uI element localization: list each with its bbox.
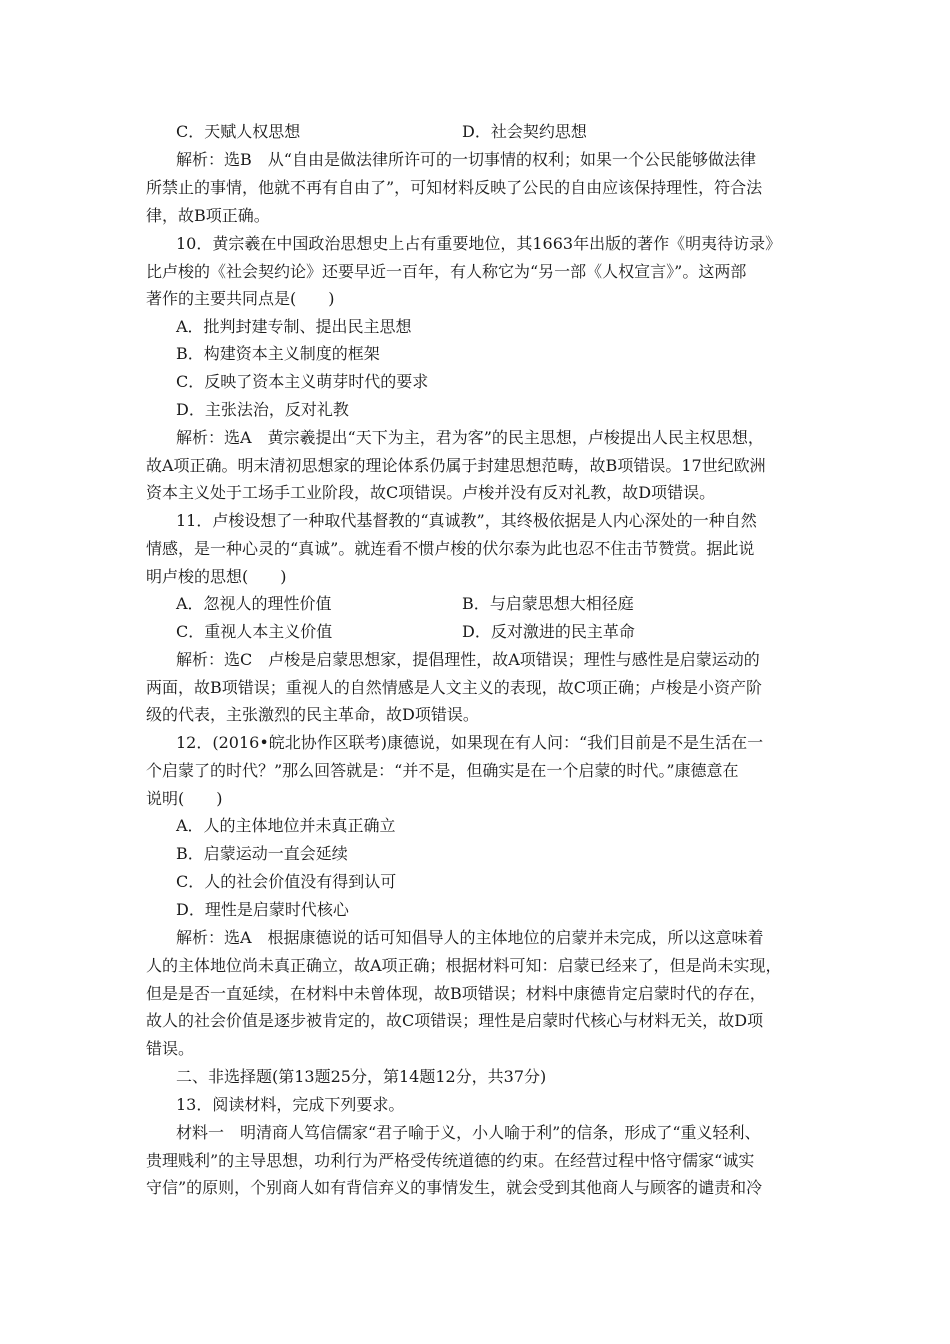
q12-analysis-line: 故人的社会价值是逐步被肯定的，故C项错误；理性是启蒙时代核心与材料无关，故D项 bbox=[146, 1011, 764, 1030]
q12-option-a: A．人的主体地位并未真正确立 bbox=[176, 816, 396, 835]
q11-analysis-line: 两面，故B项错误；重视人的自然情感是人文主义的表现，故C项正确；卢梭是小资产阶 bbox=[146, 678, 763, 697]
q9-option-c: C．天赋人权思想 bbox=[176, 122, 301, 141]
q10-stem-line: 10．黄宗羲在中国政治思想史上占有重要地位，其1663年出版的著作《明夷待访录》 bbox=[176, 234, 782, 253]
q9-analysis-line: 律，故B项正确。 bbox=[146, 206, 270, 225]
q11-option-c: C．重视人本主义价值 bbox=[176, 622, 333, 641]
q12-analysis-line: 人的主体地位尚未真正确立，故A项正确；根据材料可知：启蒙已经来了，但是尚未实现， bbox=[146, 956, 782, 975]
q11-option-d: D．反对激进的民主革命 bbox=[462, 622, 635, 641]
q9-option-d: D．社会契约思想 bbox=[462, 122, 587, 141]
q11-stem-line: 11．卢梭设想了一种取代基督教的“真诚教”，其终极依据是人内心深处的一种自然 bbox=[176, 511, 757, 530]
q11-option-a: A．忽视人的理性价值 bbox=[176, 594, 332, 613]
q11-analysis-line: 级的代表，主张激烈的民主革命，故D项错误。 bbox=[146, 705, 479, 724]
q12-analysis-line: 解析：选A 根据康德说的话可知倡导人的主体地位的启蒙并未完成，所以这意味着 bbox=[176, 928, 764, 947]
q10-stem-line: 著作的主要共同点是( ) bbox=[146, 289, 335, 308]
q10-analysis-line: 故A项正确。明末清初思想家的理论体系仍属于封建思想范畴，故B项错误。17世纪欧洲 bbox=[146, 456, 766, 475]
section-heading: 二、非选择题(第13题25分，第14题12分，共37分) bbox=[176, 1067, 547, 1086]
q9-analysis-line: 解析：选B 从“自由是做法律所许可的一切事情的权利；如果一个公民能够做法律 bbox=[176, 150, 756, 169]
q12-analysis-line: 错误。 bbox=[146, 1039, 195, 1058]
q12-option-d: D．理性是启蒙时代核心 bbox=[176, 900, 349, 919]
q12-option-c: C．人的社会价值没有得到认可 bbox=[176, 872, 397, 891]
q10-analysis-line: 解析：选A 黄宗羲提出“天下为主，君为客”的民主思想，卢梭提出人民主权思想， bbox=[176, 428, 764, 447]
q13-material-line: 守信”的原则，个别商人如有背信弃义的事情发生，就会受到其他商人与顾客的谴责和冷 bbox=[146, 1178, 763, 1197]
q12-option-b: B．启蒙运动一直会延续 bbox=[176, 844, 348, 863]
q12-stem-line: 说明( ) bbox=[146, 789, 223, 808]
q10-option-d: D．主张法治，反对礼教 bbox=[176, 400, 349, 419]
q12-analysis-line: 但是是否一直延续，在材料中未曾体现，故B项错误；材料中康德肯定启蒙时代的存在， bbox=[146, 984, 766, 1003]
q9-analysis-line: 所禁止的事情，他就不再有自由了”，可知材料反映了公民的自由应该保持理性，符合法 bbox=[146, 178, 763, 197]
q13-material-line: 贵理贱利”的主导思想，功利行为严格受传统道德的约束。在经营过程中恪守儒家“诚实 bbox=[146, 1151, 755, 1170]
q11-analysis-line: 解析：选C 卢梭是启蒙思想家，提倡理性，故A项错误；理性与感性是启蒙运动的 bbox=[176, 650, 760, 669]
q10-option-a: A．批判封建专制、提出民主思想 bbox=[176, 317, 412, 336]
q13-material-line: 材料一 明清商人笃信儒家“君子喻于义，小人喻于利”的信条，形成了“重义轻利、 bbox=[176, 1123, 761, 1142]
q11-option-b: B．与启蒙思想大相径庭 bbox=[462, 594, 634, 613]
q10-option-b: B．构建资本主义制度的框架 bbox=[176, 344, 380, 363]
q11-stem-line: 情感，是一种心灵的“真诚”。就连看不惯卢梭的伏尔泰为此也忍不住击节赞赏。据此说 bbox=[146, 539, 755, 558]
q13-stem: 13．阅读材料，完成下列要求。 bbox=[176, 1095, 405, 1114]
q10-option-c: C．反映了资本主义萌芽时代的要求 bbox=[176, 372, 429, 391]
q11-stem-line: 明卢梭的思想( ) bbox=[146, 567, 287, 586]
q12-stem-line: 个启蒙了的时代？”那么回答就是：“并不是，但确实是在一个启蒙的时代。”康德意在 bbox=[146, 761, 739, 780]
q10-analysis-line: 资本主义处于工场手工业阶段，故C项错误。卢梭并没有反对礼教，故D项错误。 bbox=[146, 483, 716, 502]
q12-stem-line: 12．(2016•皖北协作区联考)康德说，如果现在有人问：“我们目前是不是生活在一 bbox=[176, 733, 764, 752]
q10-stem-line: 比卢梭的《社会契约论》还要早近一百年，有人称它为“另一部《人权宣言》”。这两部 bbox=[146, 262, 747, 281]
